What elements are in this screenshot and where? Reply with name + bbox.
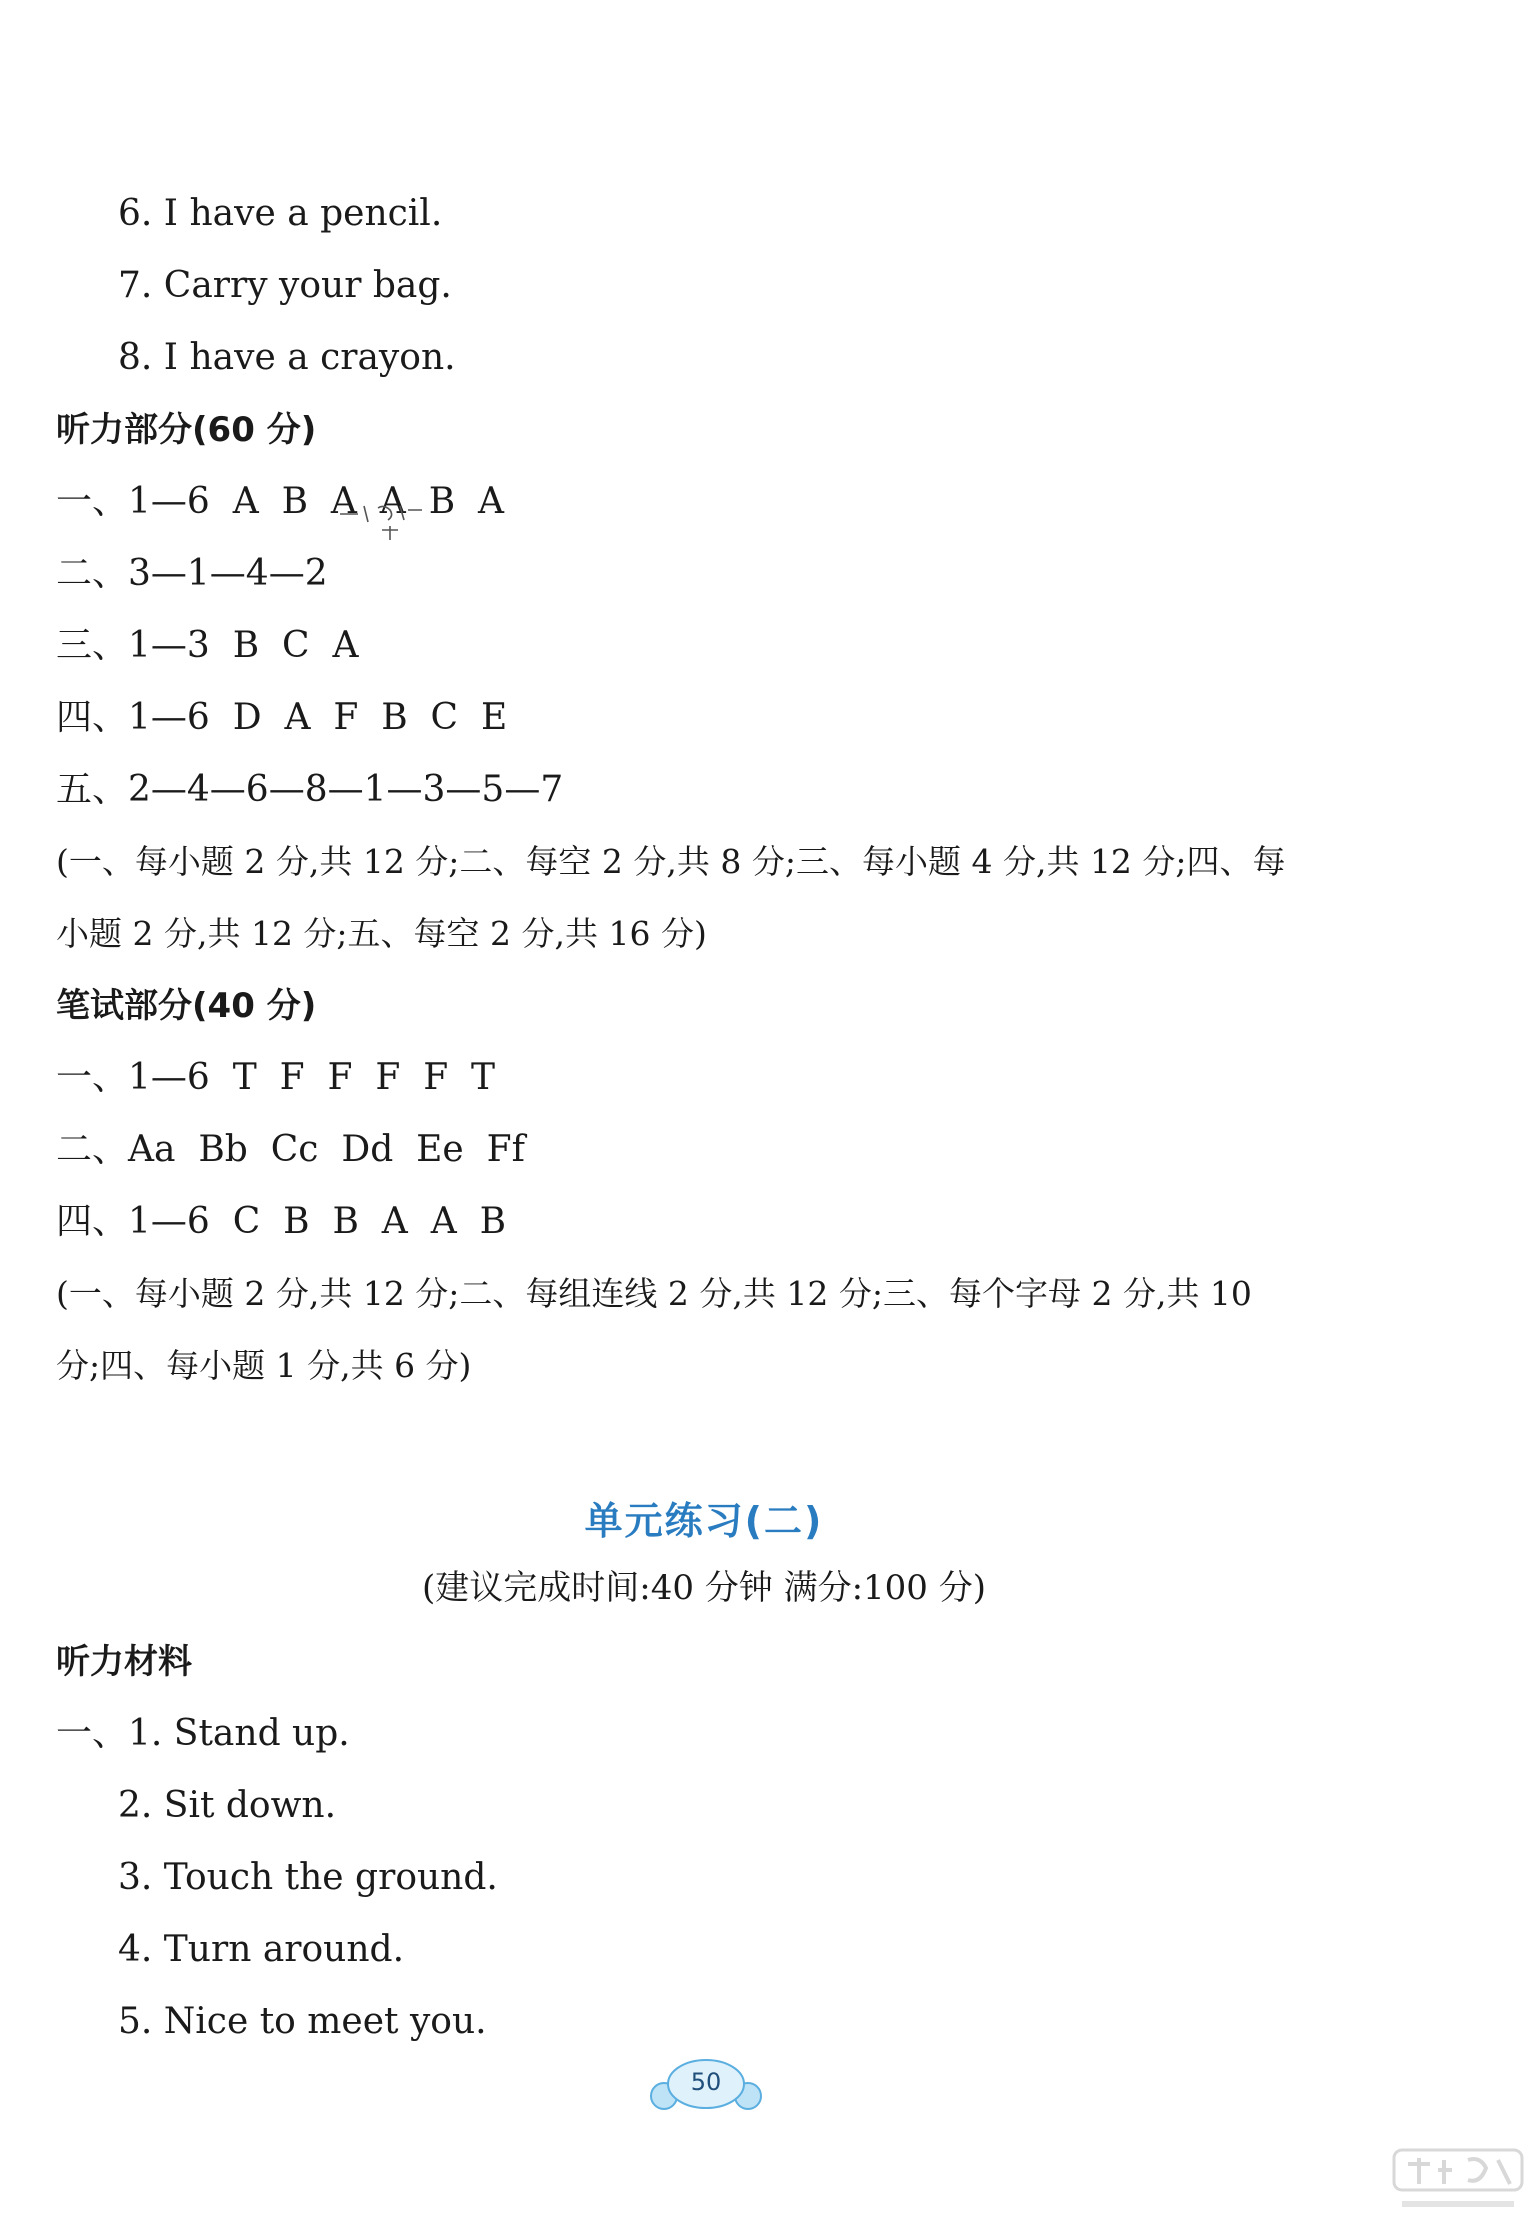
material-item-4: 4. Turn around. (118, 1929, 405, 1970)
material-heading: 听力材料 (56, 1642, 192, 1682)
page-number: 50 (690, 2068, 722, 2096)
top-item-8: 8. I have a crayon. (118, 337, 456, 378)
listening-heading: 听力部分(60 分) (56, 410, 317, 450)
handwritten-mark (338, 500, 428, 548)
material-item-1: 一、1. Stand up. (56, 1713, 350, 1754)
written-answer-1: 一、1—6 T F F F F T (56, 1057, 496, 1098)
material-item-2: 2. Sit down. (118, 1785, 337, 1826)
top-item-7: 7. Carry your bag. (118, 265, 452, 306)
written-answer-2: 二、Aa Bb Cc Dd Ee Ff (56, 1129, 525, 1170)
listening-answer-4: 四、1—6 D A F B C E (56, 697, 508, 738)
material-item-5: 5. Nice to meet you. (118, 2001, 487, 2042)
listening-answer-2: 二、3—1—4—2 (56, 553, 328, 594)
listening-scoring-1: (一、每小题 2 分,共 12 分;二、每空 2 分,共 8 分;三、每小题 4 分,共 12 分;四、每 (56, 842, 1286, 881)
unit-subtitle: (建议完成时间:40 分钟 满分:100 分) (421, 1568, 987, 1608)
listening-answer-3: 三、1—3 B C A (56, 625, 359, 666)
watermark-logo (1390, 2144, 1526, 2216)
written-scoring-2: 分;四、每小题 1 分,共 6 分) (56, 1346, 472, 1385)
listening-answer-5: 五、2—4—6—8—1—3—5—7 (56, 769, 564, 810)
written-heading: 笔试部分(40 分) (56, 986, 317, 1026)
top-item-6: 6. I have a pencil. (118, 193, 443, 234)
written-scoring-1: (一、每小题 2 分,共 12 分;二、每组连线 2 分,共 12 分;三、每个字母 2 分,共 10 (56, 1274, 1252, 1313)
unit-title: 单元练习(二) (584, 1499, 824, 1543)
listening-scoring-2: 小题 2 分,共 12 分;五、每空 2 分,共 16 分) (56, 914, 707, 953)
written-answer-4: 四、1—6 C B B A A B (56, 1201, 507, 1242)
page-number-badge (648, 2058, 764, 2114)
material-item-3: 3. Touch the ground. (118, 1857, 498, 1898)
listening-answer-1: 一、1—6 A B A A B A (56, 481, 505, 522)
